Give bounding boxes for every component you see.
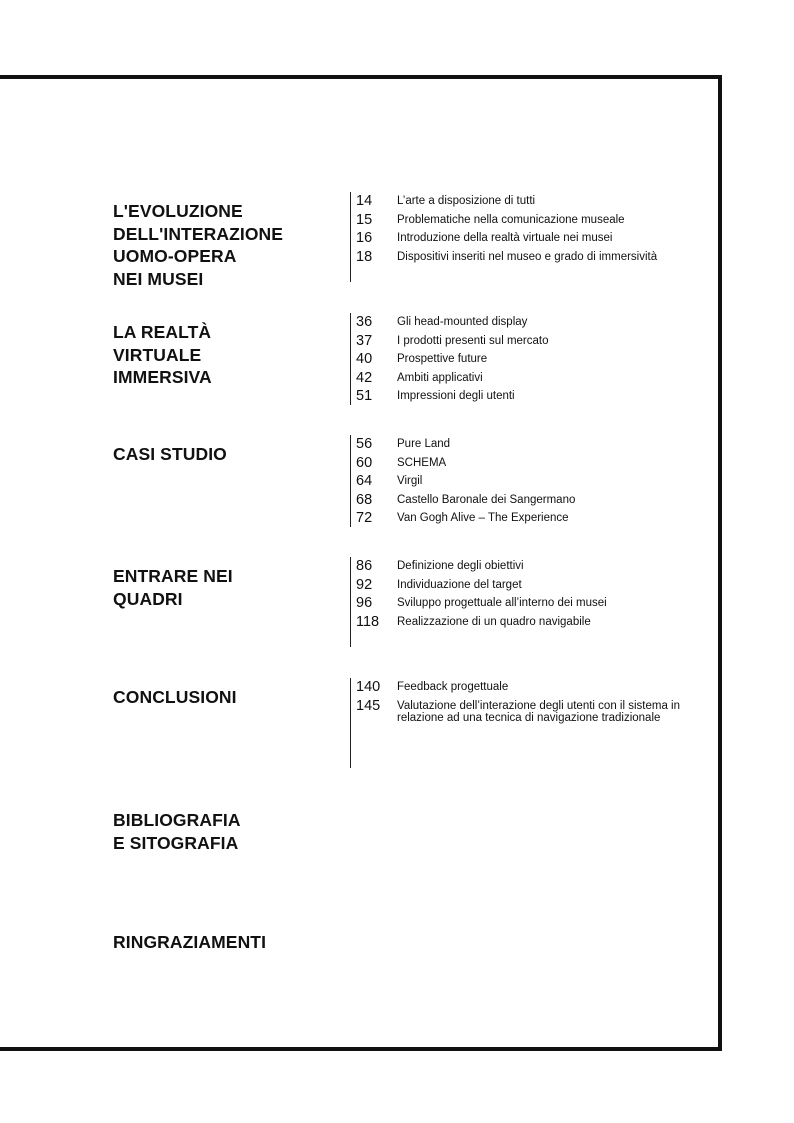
toc-entry-title: Realizzazione di un quadro navigabile: [397, 615, 591, 628]
toc-page-number: 92: [356, 576, 373, 593]
toc-entry[interactable]: [356, 369, 709, 388]
toc-page-number: 145: [356, 697, 381, 714]
toc-entry-title: Definizione degli obiettivi: [397, 560, 524, 572]
toc-entry[interactable]: [356, 435, 709, 454]
toc-entry[interactable]: [356, 248, 709, 267]
toc-list: [356, 435, 709, 528]
toc-divider: [350, 435, 351, 527]
toc-entry-title: Virgil: [397, 475, 423, 487]
toc-page-number: 96: [356, 595, 373, 611]
chapter-title[interactable]: LA REALTÀ VIRTUALE IMMERSIVA: [113, 322, 212, 387]
chapter-title[interactable]: BIBLIOGRAFIA E SITOGRAFIA: [113, 810, 241, 853]
toc-page-number: 60: [356, 454, 373, 471]
toc-entry[interactable]: [356, 472, 709, 491]
chapter-title[interactable]: CASI STUDIO: [113, 444, 227, 464]
toc-list: [356, 678, 709, 724]
chapter-title[interactable]: RINGRAZIAMENTI: [113, 932, 267, 952]
toc-entry[interactable]: [356, 594, 709, 613]
toc-page-number: 40: [356, 351, 373, 367]
toc-page-number: 18: [356, 248, 373, 265]
toc-page-number: 37: [356, 332, 373, 349]
toc-entry-title: Sviluppo progettuale all’interno dei musei: [397, 597, 607, 609]
toc-entry-title: Valutazione dell’interazione degli utenti con il sistema in relazione ad una tecnica di navigazione tradizionale: [397, 699, 680, 724]
toc-entry[interactable]: [356, 576, 709, 595]
toc-entry-title: Dispositivi inseriti nel museo e grado di immersività: [397, 250, 658, 263]
toc-list: [356, 313, 709, 406]
toc-entry-title: I prodotti presenti sul mercato: [397, 334, 549, 347]
toc-entry[interactable]: [356, 491, 709, 510]
toc-entry-title: Individuazione del target: [397, 578, 522, 591]
toc-entry-title: Pure Land: [397, 438, 451, 450]
toc-divider: [350, 313, 351, 405]
toc-page-number: 86: [356, 558, 373, 574]
toc-page-number: 140: [356, 679, 381, 695]
toc-entry-title: Ambiti applicativi: [397, 371, 483, 384]
toc-page-number: 64: [356, 473, 373, 489]
chapter-title[interactable]: ENTRARE NEI QUADRI: [113, 566, 233, 609]
toc-divider: [350, 192, 351, 282]
toc-page-number: 16: [356, 230, 373, 246]
toc-page-number: 14: [356, 193, 373, 209]
toc-entry[interactable]: [356, 557, 709, 576]
toc-entry[interactable]: [356, 211, 709, 230]
toc-entry-title: Gli head-mounted display: [397, 316, 528, 328]
toc-entry[interactable]: [356, 229, 709, 248]
toc-entry[interactable]: [356, 350, 709, 369]
toc-entry[interactable]: [356, 678, 709, 697]
toc-entry-title: Impressioni degli utenti: [397, 390, 515, 402]
toc-entry[interactable]: [356, 613, 709, 632]
chapter-title[interactable]: L'EVOLUZIONE DELL'INTERAZIONE UOMO-OPERA NEI MUSEI: [113, 201, 284, 289]
toc-page-number: 56: [356, 436, 373, 452]
toc-entry-title: Feedback progettuale: [397, 681, 509, 693]
toc-entry[interactable]: [356, 192, 709, 211]
toc-divider: [350, 678, 351, 768]
toc-page-number: 72: [356, 510, 373, 526]
toc-page-number: 36: [356, 314, 373, 330]
toc-divider: [350, 557, 351, 647]
toc-entry[interactable]: [356, 697, 709, 724]
toc-page-number: 118: [356, 613, 380, 630]
toc-entry-title: L’arte a disposizione di tutti: [397, 195, 536, 207]
toc-entry-title: Van Gogh Alive – The Experience: [397, 512, 569, 524]
toc-entry[interactable]: [356, 454, 709, 473]
toc-entry[interactable]: [356, 509, 709, 528]
toc-page-number: 42: [356, 369, 373, 386]
chapter-title[interactable]: CONCLUSIONI: [113, 687, 237, 707]
toc-entry[interactable]: [356, 313, 709, 332]
toc-entry-title: Prospettive future: [397, 353, 488, 365]
toc-entry-title: Introduzione della realtà virtuale nei musei: [397, 232, 613, 244]
toc-page-number: 68: [356, 491, 373, 508]
toc-list: [356, 192, 709, 266]
toc-entry[interactable]: [356, 332, 709, 351]
toc-entry-title: SCHEMA: [397, 456, 447, 469]
toc-entry-title: Castello Baronale dei Sangermano: [397, 493, 576, 506]
toc-page-number: 15: [356, 211, 373, 228]
toc-entry-title: Problematiche nella comunicazione museale: [397, 213, 625, 226]
toc-list: [356, 557, 709, 631]
toc-page-number: 51: [356, 388, 373, 404]
toc-entry[interactable]: [356, 387, 709, 406]
